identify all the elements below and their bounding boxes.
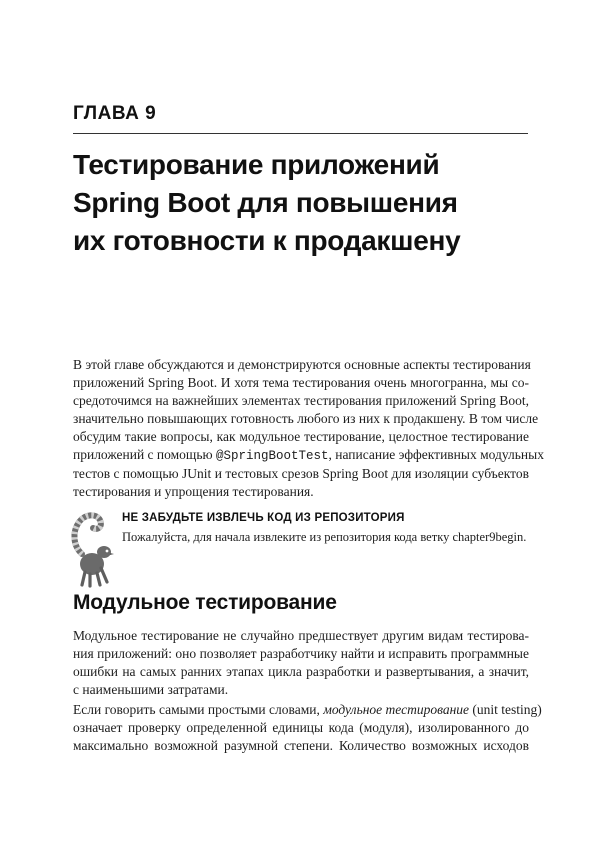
section-paragraph <box>73 627 529 699</box>
paragraph-line: означает проверку определенной единицы кода (модуля), изолированного до <box>73 720 529 735</box>
paragraph-line: ния приложений: оно позволяет разработчику найти и исправить программные <box>73 646 529 661</box>
intro-line: тестов с помощью JUnit и тестовых срезов Spring Boot для изоляции субъектов <box>73 466 529 481</box>
intro-line: тестирования и упрощения тестирования. <box>73 484 314 499</box>
intro-line <box>73 446 544 465</box>
lemur-icon <box>70 510 116 588</box>
section-paragraph <box>73 701 542 755</box>
note-text: Пожалуйста, для начала извлеките из репозитория кода ветку chapter9begin. <box>122 530 527 544</box>
intro-paragraph <box>73 356 544 501</box>
inline-code: @SpringBootTest <box>215 449 329 463</box>
intro-line: В этой главе обсуждаются и демонстрируются основные аспекты тестирования <box>73 357 531 372</box>
paragraph-text: Если говорить самыми простыми словами, <box>73 702 324 717</box>
chapter-title-line: их готовности к продакшену <box>73 225 461 256</box>
chapter-title-line: Spring Boot для повышения <box>73 187 458 218</box>
paragraph-line <box>73 701 542 719</box>
intro-text: приложений с помощью <box>73 447 216 462</box>
chapter-title <box>73 146 533 260</box>
paragraph-line: ошибки на самых ранних этапах цикла разработки и развертывания, а значит, <box>73 664 529 679</box>
intro-text: , написание эффективных модульных <box>328 447 544 462</box>
paragraph-line: Модульное тестирование не случайно предшествует другим видам тестирова- <box>73 628 529 643</box>
chapter-label: ГЛАВА 9 <box>73 103 157 124</box>
intro-line: приложений Spring Boot. И хотя тема тестирования очень многогранна, мы со- <box>73 375 529 390</box>
chapter-title-line: Тестирование приложений <box>73 149 440 180</box>
paragraph-text: (unit testing) <box>469 702 542 717</box>
paragraph-line: максимально возможной разумной степени. Количество возможных исходов <box>73 738 529 753</box>
term-emphasis: модульное тестирование <box>323 702 470 717</box>
intro-line: обсудим такие вопросы, как модульное тестирование, целостное тестирование <box>73 429 529 444</box>
intro-line: средоточимся на важнейших элементах тестирования приложений Spring Boot, <box>73 393 529 408</box>
intro-line: значительно повышающих готовность любого из них к продакшену. В том числе <box>73 411 539 426</box>
note-heading: НЕ ЗАБУДЬТЕ ИЗВЛЕЧЬ КОД ИЗ РЕПОЗИТОРИЯ <box>122 512 405 524</box>
paragraph-line: с наименьшими затратами. <box>73 682 229 697</box>
chapter-rule <box>73 133 528 134</box>
section-heading: Модульное тестирование <box>73 591 337 614</box>
